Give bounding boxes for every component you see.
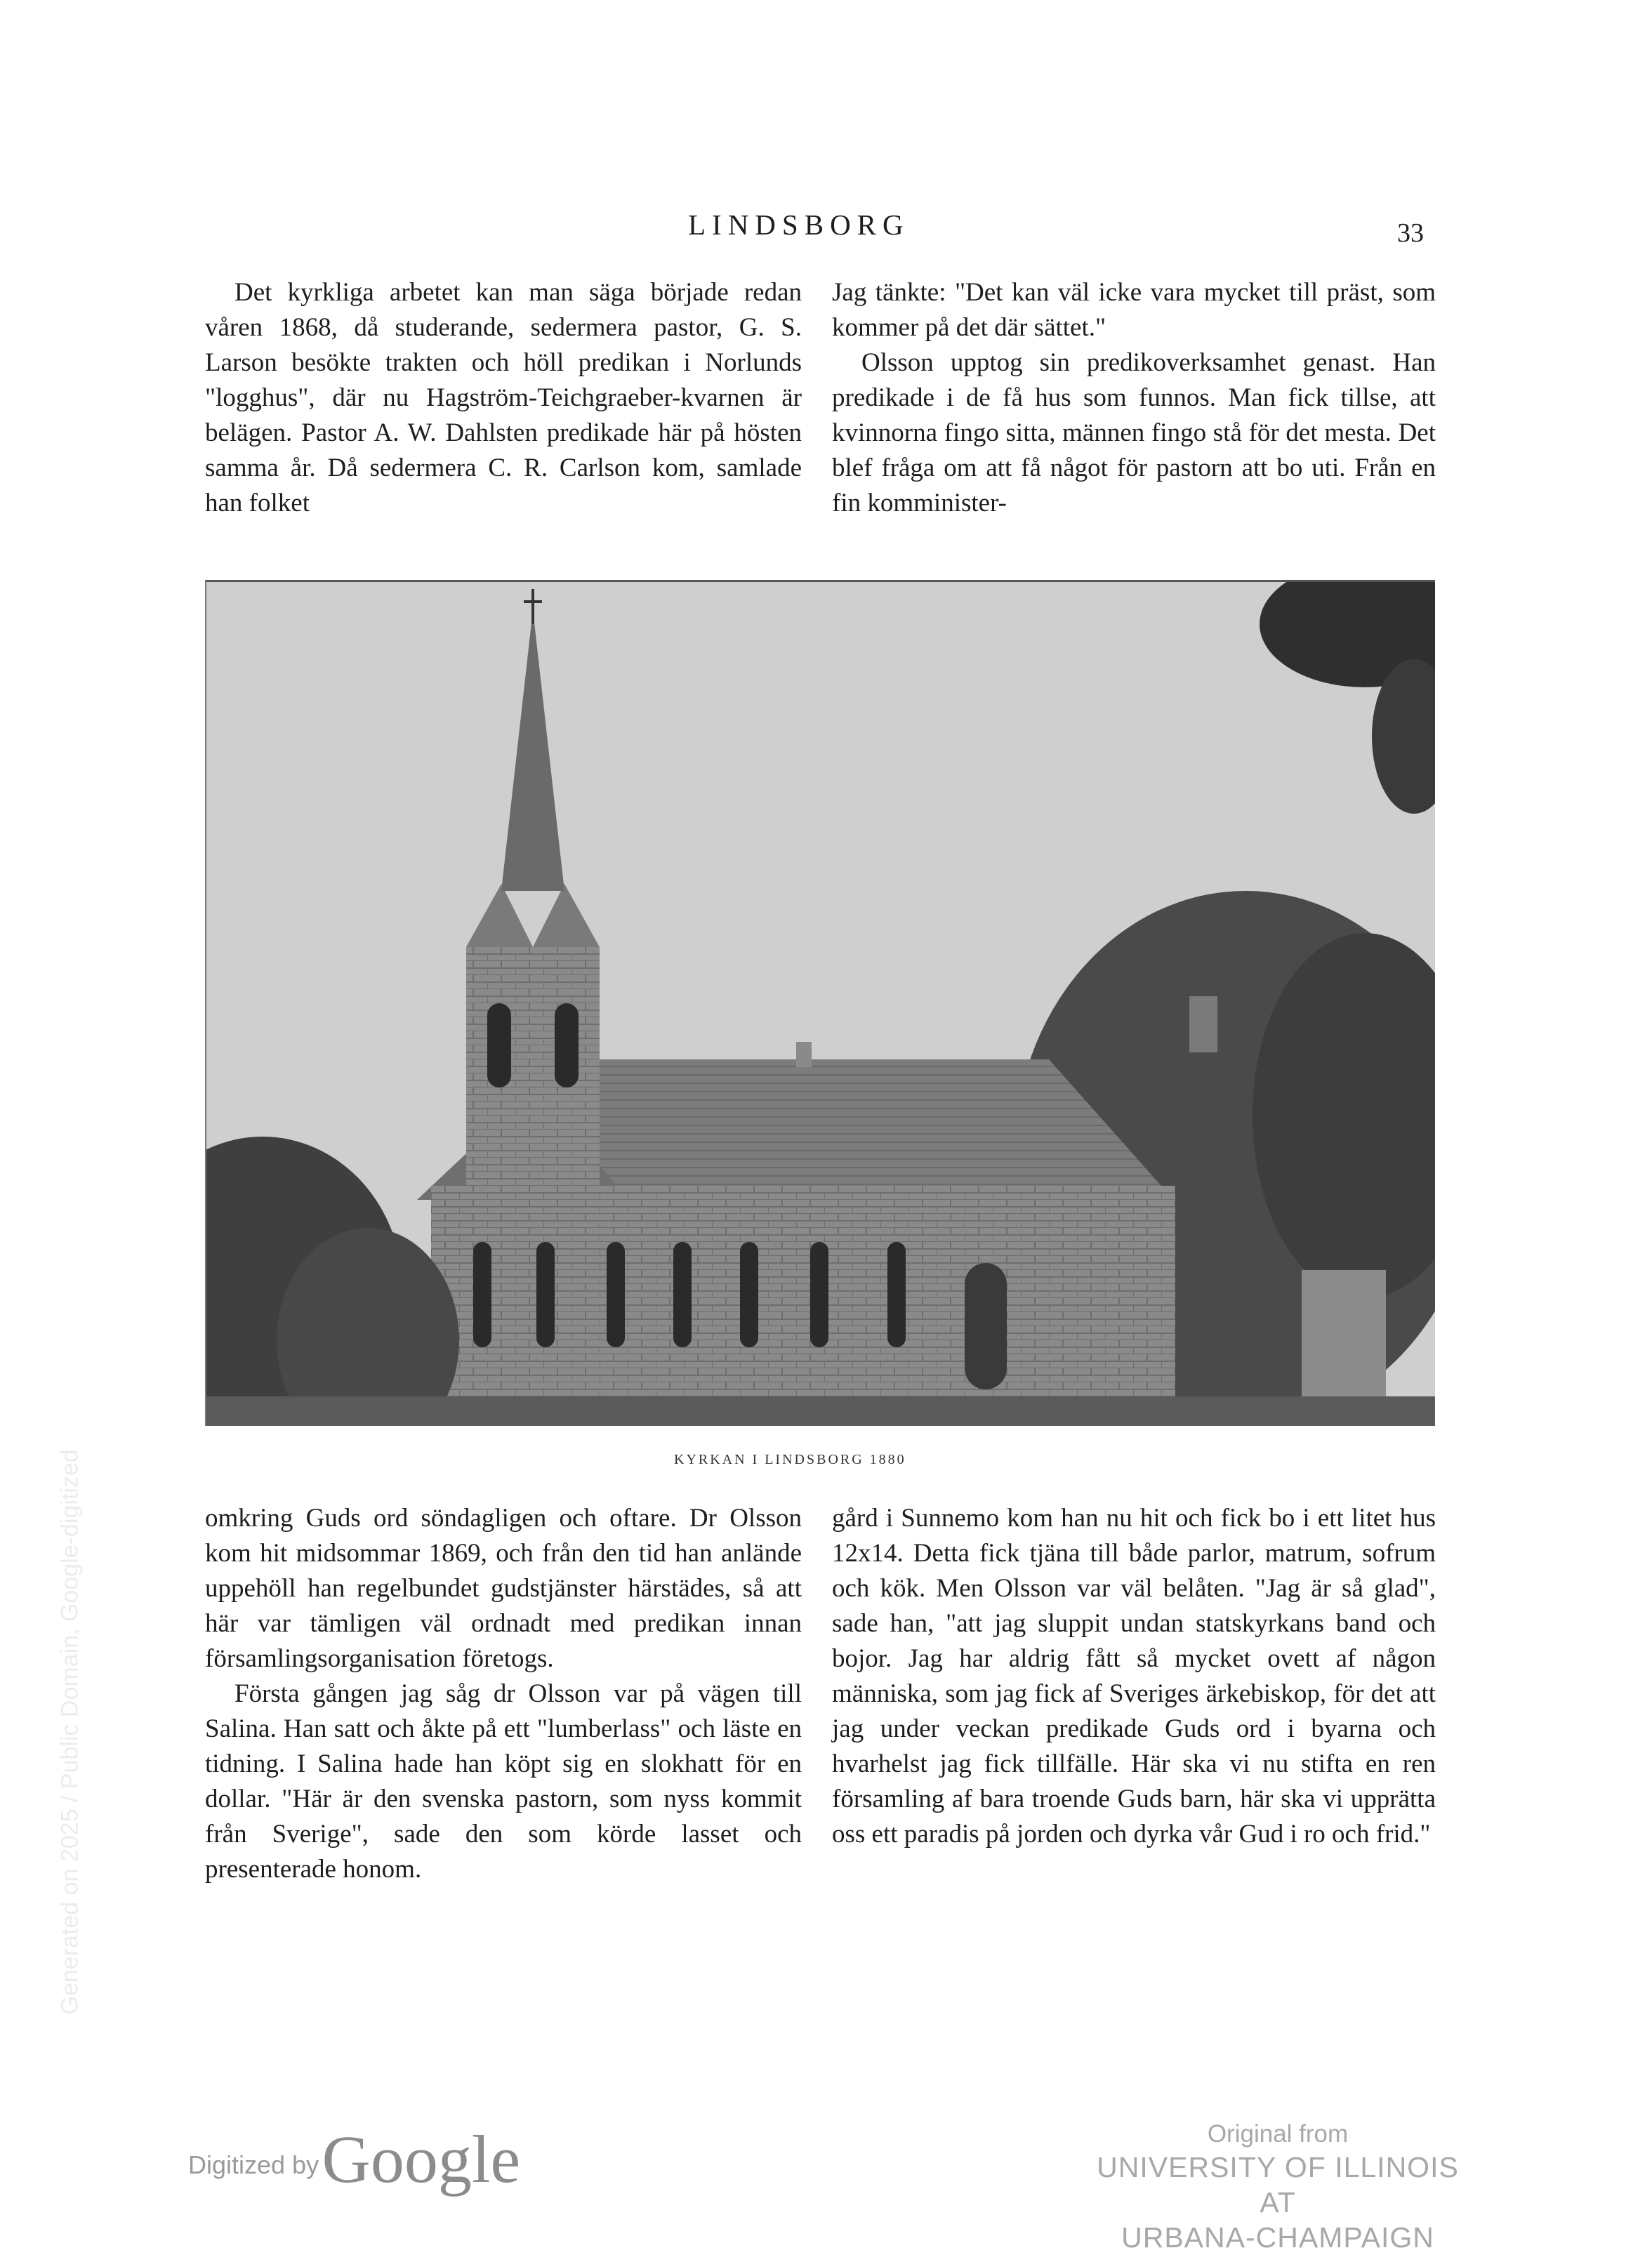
- bottom-left-column: [205, 1501, 802, 1887]
- digitized-by-mark: [188, 2120, 520, 2198]
- paragraph: Jag tänkte: "Det kan väl icke vara mycket till präst, som kommer på det där sättet.": [832, 278, 1436, 342]
- digitized-by-label: Digitized by: [188, 2150, 319, 2179]
- paragraph: gård i Sunnemo kom han nu hit och fick bo i ett litet hus 12x14. Detta fick tjäna till både parlor, matrum, sofrum och kök. Men Olsson var väl belåten. "Jag är så glad", sade han, "att jag sluppit undan statskyrkans band och bojor. Jag har aldrig fått så mycket ovett af någon människa, som jag fick af Sveriges ärkebiskop, för det att jag under veckan predikade Guds ord i byarna och hvarhelst jag fick tillfälle. Här ska vi nu stifta en ren församling af bara troende Guds barn, här ska vi upprätta oss ett paradis på jorden och dyrka vår Gud i ro och frid.": [832, 1504, 1436, 1849]
- original-from-label: Original from: [1207, 2120, 1349, 2148]
- source-attribution: [1081, 2119, 1474, 2255]
- institution-line-1: UNIVERSITY OF ILLINOIS AT: [1097, 2151, 1459, 2218]
- church-photograph: [205, 580, 1435, 1426]
- paragraph: Första gången jag såg dr Olsson var på vägen till Salina. Han satt och åkte på ett "lumberlass" och läste en tidning. I Salina hade han köpt sig en slokhatt för en dollar. "Här är den svenska pastorn, som nyss kommit från Sverige", sade den som körde lasset och presenterade honom.: [205, 1679, 802, 1884]
- top-right-column: [832, 275, 1436, 521]
- running-head: [0, 208, 1652, 250]
- page-number: 33: [1397, 218, 1424, 248]
- running-title: LINDSBORG: [688, 209, 910, 241]
- figure-caption: KYRKAN I LINDSBORG 1880: [674, 1452, 906, 1467]
- bottom-right-column: [832, 1501, 1436, 1852]
- institution-line-2: URBANA-CHAMPAIGN: [1121, 2221, 1434, 2254]
- google-logo: Google: [322, 2122, 521, 2197]
- paragraph: Det kyrkliga arbetet kan man säga började redan våren 1868, då studerande, sedermera pastor, G. S. Larson besökte trakten och höll predikan i Norlunds "logghus", där nu Hagström-Teichgraeber-kvarnen är belägen. Pastor A. W. Dahlsten predikade här på hösten samma år. Då sedermera C. R. Carlson kom, samlade han folket: [205, 278, 802, 517]
- top-left-column: [205, 275, 802, 521]
- paragraph: omkring Guds ord söndagligen och oftare. Dr Olsson kom hit midsommar 1869, och från den tid han anlände uppehöll han regelbundet gudstjänster härstädes, så att här var tämligen väl ordnadt med predikan innan församlingsorganisation företogs.: [205, 1504, 802, 1673]
- paragraph: Olsson upptog sin predikoverksamhet genast. Han predikade i de få hus som funnos. Man fick tillse, att kvinnorna fingo sitta, männen fingo stå för det mesta. Det blef fråga om att få något för pastorn att bo uti. Från en fin komminister-: [832, 348, 1436, 517]
- side-watermark: Generated on 2025 / Public Domain, Google-digitized: [56, 1449, 84, 2015]
